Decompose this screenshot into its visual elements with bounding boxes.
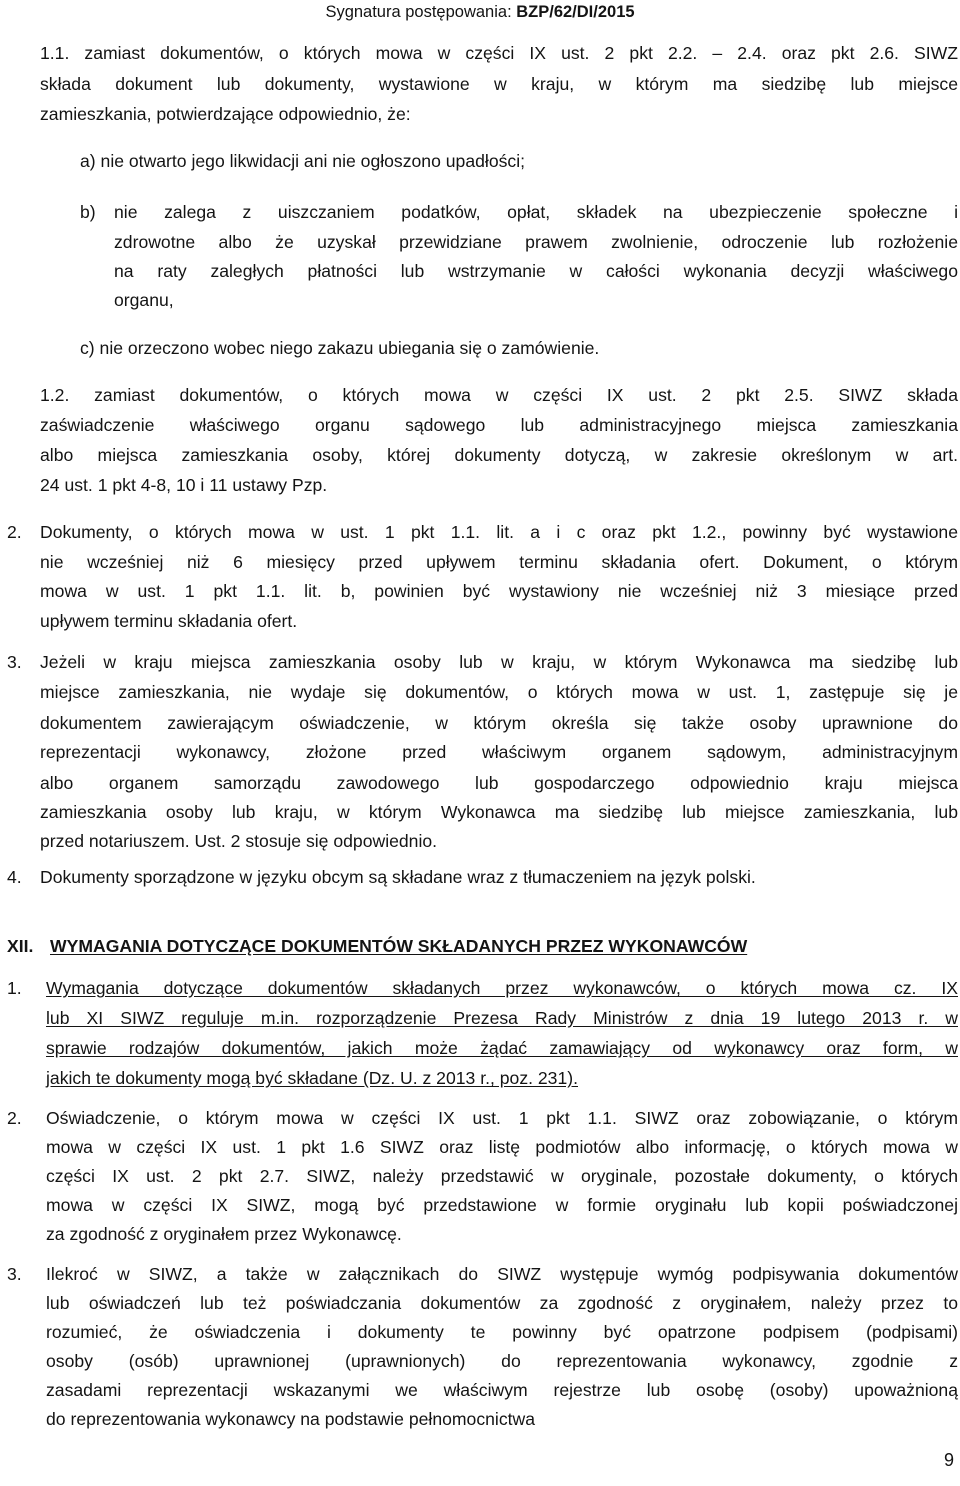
text-line: zamieszkania, potwierdzające odpowiednio, że: [40, 104, 411, 124]
text-line: nie wcześniej niż 6 miesięcy przed upływem terminu składania ofert. Dokument, o którym [40, 552, 958, 572]
text-line: na raty zaległych płatności lub wstrzymanie w całości wykonania decyzji właściwego [114, 261, 958, 281]
text-line: lub oświadczeń lub też poświadczania dokumentów za zgodność z oryginałem, należy przez to [46, 1293, 958, 1313]
text-line: organu, [114, 290, 174, 310]
text-line: albo organem samorządu zawodowego lub gospodarczego odpowiednio kraju miejsca [40, 773, 958, 793]
text-line: za zgodność z oryginałem przez Wykonawcę. [46, 1224, 402, 1244]
text-line: części IX ust. 2 pkt 2.7. SIWZ, należy przedstawić w oryginale, pozostałe dokumenty, o których [46, 1166, 958, 1186]
text-line: mowa w części IX ust. 1 pkt 1.6 SIWZ oraz listę podmiotów albo informację, o których mowa w [46, 1137, 958, 1157]
page-number: 9 [943, 1450, 954, 1470]
text-line: nie zalega z uiszczaniem podatków, opłat, składek na ubezpieczenie społeczne i [114, 202, 958, 222]
text-line: Jeżeli w kraju miejsca zamieszkania osoby lub w kraju, w którym Wykonawca ma siedzibę lub [40, 652, 958, 672]
text-line: sprawie rodzajów dokumentów, jakich może żądać zamawiający od wykonawcy oraz form, w [46, 1038, 958, 1058]
text-line: lub XI SIWZ reguluje m.in. rozporządzenie Prezesa Rady Ministrów z dnia 19 lutego 2013 r. w [46, 1008, 958, 1028]
list-item-a: a) nie otwarto jego likwidacji ani nie ogłoszono upadłości; [80, 151, 525, 171]
item-number: 2. [7, 1108, 22, 1128]
text-line: zasadami reprezentacji wskazanymi we właściwym rejestrze lub osobę (osoby) upoważnioną [46, 1380, 958, 1400]
text-line: reprezentacji wykonawcy, złożone przed właściwym organem sądowym, administracyjnym [40, 742, 958, 762]
text-line: Oświadczenie, o którym mowa w części IX ust. 1 pkt 1.1. SIWZ oraz zobowiązanie, o którym [46, 1108, 958, 1128]
paragraph-number: 2. [7, 522, 22, 542]
text-line: Ilekroć w SIWZ, a także w załącznikach do SIWZ występuje wymóg podpisywania dokumentów [46, 1264, 958, 1284]
text-line: zdrowotne albo że uzyskał przewidziane prawem zwolnienie, odroczenie lub rozłożenie [114, 232, 958, 252]
item-number: 1. [7, 978, 22, 998]
paragraph-number: 4. [7, 867, 22, 887]
page-header [0, 1, 960, 23]
text-line: 1.2. zamiast dokumentów, o których mowa w części IX ust. 2 pkt 2.5. SIWZ składa [40, 385, 958, 405]
section-number: XII. [7, 936, 34, 956]
list-item-label: b) [80, 202, 96, 222]
text-line: zaświadczenie właściwego organu sądowego lub administracyjnego miejsca zamieszkania [40, 415, 958, 435]
text-line: przed notariuszem. Ust. 2 stosuje się odpowiednio. [40, 831, 438, 851]
text-line: osoby (osób) uprawnionej (uprawnionych) do reprezentowania wykonawcy, zgodnie z [46, 1351, 958, 1371]
text-line: 24 ust. 1 pkt 4-8, 10 i 11 ustawy Pzp. [40, 475, 328, 495]
text-line: do reprezentowania wykonawcy na podstawie pełnomocnictwa [46, 1409, 535, 1429]
text-line: rozumieć, że oświadczenia i dokumenty te powinny być opatrzone podpisem (podpisami) [46, 1322, 958, 1342]
header-signature: BZP/62/DI/2015 [516, 3, 635, 21]
text-line: 1.1. zamiast dokumentów, o których mowa w części IX ust. 2 pkt 2.2. – 2.4. oraz pkt 2.6. SIWZ [40, 43, 958, 63]
text-line: upływem terminu składania ofert. [40, 611, 298, 631]
text-line: Dokumenty sporządzone w języku obcym są składane wraz z tłumaczeniem na język polski. [40, 867, 756, 887]
list-item-c: c) nie orzeczono wobec niego zakazu ubiegania się o zamówienie. [80, 338, 600, 358]
text-line: albo miejsca zamieszkania osoby, której dokumenty dotyczą, w zakresie określonym w art. [40, 445, 958, 465]
header-prefix: Sygnatura postępowania: [325, 3, 517, 21]
item-number: 3. [7, 1264, 22, 1284]
text-line: składa dokument lub dokumenty, wystawione w kraju, w którym ma siedzibę lub miejsce [40, 74, 958, 94]
text-line: Wymagania dotyczące dokumentów składanych przez wykonawców, o których mowa cz. IX [46, 978, 958, 998]
text-line: Dokumenty, o których mowa w ust. 1 pkt 1.1. lit. a i c oraz pkt 1.2., powinny być wystawione [40, 522, 958, 542]
text-line: mowa w części IX SIWZ, mogą być przedstawione w formie oryginału lub kopii poświadczonej [46, 1195, 958, 1215]
text-line: zamieszkania osoby lub kraju, w którym Wykonawca ma siedzibę lub miejsce zamieszkania, lub [40, 802, 958, 822]
paragraph-number: 3. [7, 652, 22, 672]
text-line: jakich te dokumenty mogą być składane (Dz. U. z 2013 r., poz. 231). [46, 1068, 578, 1088]
text-line: miejsce zamieszkania, nie wydaje się dokumentów, o których mowa w ust. 1, zastępuje się je [40, 682, 958, 702]
text-line: mowa w ust. 1 pkt 1.1. lit. b, powinien być wystawiony nie wcześniej niż 3 miesiące przed [40, 581, 958, 601]
text-line: dokumentem zawierającym oświadczenie, w którym określa się także osoby uprawnione do [40, 713, 958, 733]
section-title: WYMAGANIA DOTYCZĄCE DOKUMENTÓW SKŁADANYCH PRZEZ WYKONAWCÓW [50, 936, 748, 956]
